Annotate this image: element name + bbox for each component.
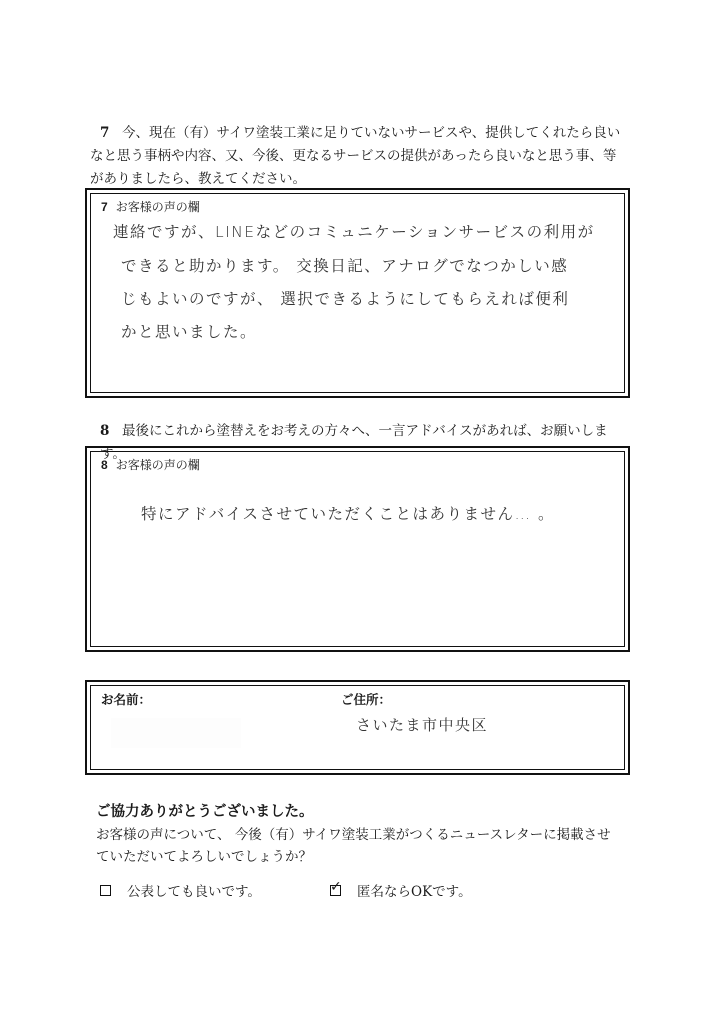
option-anonymous[interactable] [330, 880, 472, 900]
question-7-line-2: なと思う事柄や内容、又、今後、更なるサービスの提供があったら良いなと思う事、等 [90, 148, 617, 164]
customer-voice-box-7 [85, 188, 630, 398]
thanks-message: ご協力ありがとうございました。 [96, 804, 314, 820]
answer-8: 特にアドバイスさせていただくことはありません… 。 [141, 505, 555, 523]
consent-line-1: お客様の声について、 今後（有）サイワ塗装工業がつくるニュースレターに掲載させ [96, 827, 611, 843]
customer-info-box-inner [90, 685, 625, 770]
question-8-number: 8 [100, 423, 110, 439]
option-publish-label: 公表しても良いです。 [127, 884, 261, 900]
customer-info-box [85, 680, 630, 775]
publish-checkbox[interactable] [100, 885, 111, 896]
check-mark-icon: ✓ [330, 878, 342, 895]
question-7-line-1: 7 今、現在（有）サイワ塗装工業に足りていないサービスや、提供してくれたら良い [100, 122, 640, 145]
answer-7-line-3: じもよいのですが、 選択できるようにしてもらえれば便利 [121, 290, 570, 308]
answer-7-line-4: かと思いました。 [121, 323, 258, 341]
customer-voice-box-7-label: 7 お客様の声の欄 [101, 200, 200, 214]
name-label: お名前： [101, 693, 152, 707]
customer-voice-box-8-inner [90, 451, 625, 647]
answer-7-line-1: 連絡ですが、LINEなどのコミュニケーションサービスの利用が [113, 223, 595, 241]
consent-line-2: ていただいてよろしいでしょうか？ [96, 849, 312, 865]
question-7-number: 7 [100, 125, 110, 141]
question-8-text: 最後にこれから塗替えをお考えの方々へ、一言アドバイスがあれば、お願いします。 [100, 423, 608, 462]
consent-question [96, 824, 636, 868]
customer-voice-box-7-inner [90, 193, 625, 393]
name-redaction [111, 718, 241, 748]
question-7-line-3: がありましたら、教えてください。 [90, 171, 306, 187]
answer-7-line-2: できると助かります。 交換日記、アナログでなつかしい感 [121, 257, 569, 275]
option-anonymous-label: 匿名ならOKです。 [357, 884, 472, 900]
question-7 [90, 122, 640, 191]
customer-voice-box-8-label: 8 お客様の声の欄 [101, 458, 200, 472]
anonymous-checkbox[interactable] [330, 878, 342, 896]
address-label: ご住所： [341, 693, 392, 707]
customer-voice-box-8 [85, 446, 630, 652]
address-value: さいたま市中央区 [356, 716, 489, 734]
option-publish[interactable] [100, 880, 261, 900]
